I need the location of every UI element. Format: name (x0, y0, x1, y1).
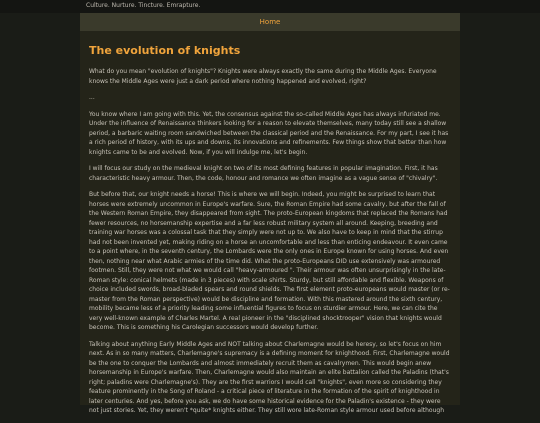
article-paragraph: Talking about anything Early Middle Ages and NOT talking about Charlemagne would be heresy, so let's focus on him next. As in so many matters, Charlemagne's supremacy is a defining moment for knighthood. First, Charlemagne would be the one to conquer the Lombards and almost immediately recruit them as cavalrymen. This would begin anew horsemanship in Europe's warfare. Then, Charlemagne would also maintain an elite battalion called the Paladins (that's right; paladins were Charlemagne's). They are the first warriors I would call "knights", even more so considering they feature prominently in the Song of Roland - a critical piece of literature in the formation of the spirit of knighthood in later centuries. And yes, before you ask, we do have some historical evidence for the Paladin's existence - they were not just stories. Yet, they weren't *quite* knights either. They still wore late-Roman style armour used before although (89, 340, 450, 414)
article-paragraph: What do you mean "evolution of knights"? Knights were always exactly the same during the Middle Ages. Everyone knows the Middle Ages were just a dark period where nothing happened and evolved, right? (89, 68, 437, 85)
article-paragraph: You know where I am going with this. Yet, the consensus against the so-called Middle Ages has always infuriated me. Under the influence of Renaissance thinkers looking for a reason to elevate themselves, many today still see a shallow period, a barbaric waiting room sandwiched between the classical period and the Renaissance. For my part, I see it has a rich period of history, with its ups and downs, its innovations and refinements. Few things show that better than how knights came to be and evolved. Now, if you will indulge me, let's begin. (89, 110, 449, 156)
site-tagline: Culture. Nurture. Tincture. Emrapture. (86, 2, 201, 9)
article-paragraph: I will focus our study on the medieval knight on two of its most defining features in popular imagination. First, it has characteristic heavy armour. Then, the code, honour and romance we often imagine as a vague sense of "chivalry". (89, 165, 438, 182)
main-nav (80, 13, 460, 31)
article-container (80, 31, 460, 414)
nav-home-link[interactable]: Home (259, 18, 281, 26)
top-bar (0, 0, 540, 13)
article-title: The evolution of knights (89, 44, 241, 57)
article-body (89, 67, 451, 423)
article-paragraph: ... (89, 94, 95, 101)
article-paragraph: But before that, our knight needs a horse! This is where we will begin. Indeed, you might be surprised to learn that horses were extremely uncommon in Europe's warfare. Sure, the Roman Empire had some cavalry, but after the fall of the Western Roman Empire, they disappeared from sight. The proto-European kingdoms that replaced the Romans had fewer resources, no horsemanship expertise and a far less robust military system all around. Keeping, breeding and training war horses was a colossal task that they simply were not up to. We also have to keep in mind that the stirrup had not been invented yet, making riding on a horse an uncomfortable and less than enticing endeavour. It even came to a point where, in the seventh century, the Lombards were the only ones in Europe known for using horses. And even then, nothing near what Arabic armies of the time did. What the proto-Europeans DID use extensively was armoured footmen. Still, they were not what we would call "heavy-armoured ". Their armour was often unsurprisingly in the late-Roman style: conical helmets (made in 3 pieces) with scale shirts. Sturdy, but still affordable and flexible. Weapons of choice included swords, broad-bladed spears and round shields. The first element proto-europeans would master (or re-master from the Roman perspective) would be discipline and formation. With this mastered around the sixth century, mobility became less of a priority leading some influential figures to focus on sturdier armour. Here, we can cite the very well-known example of Charles Martel. A real pioneer in the "disciplined shocktrooper" vision that knights would become. This is something his Carolegian successors would develop further. (89, 191, 450, 331)
